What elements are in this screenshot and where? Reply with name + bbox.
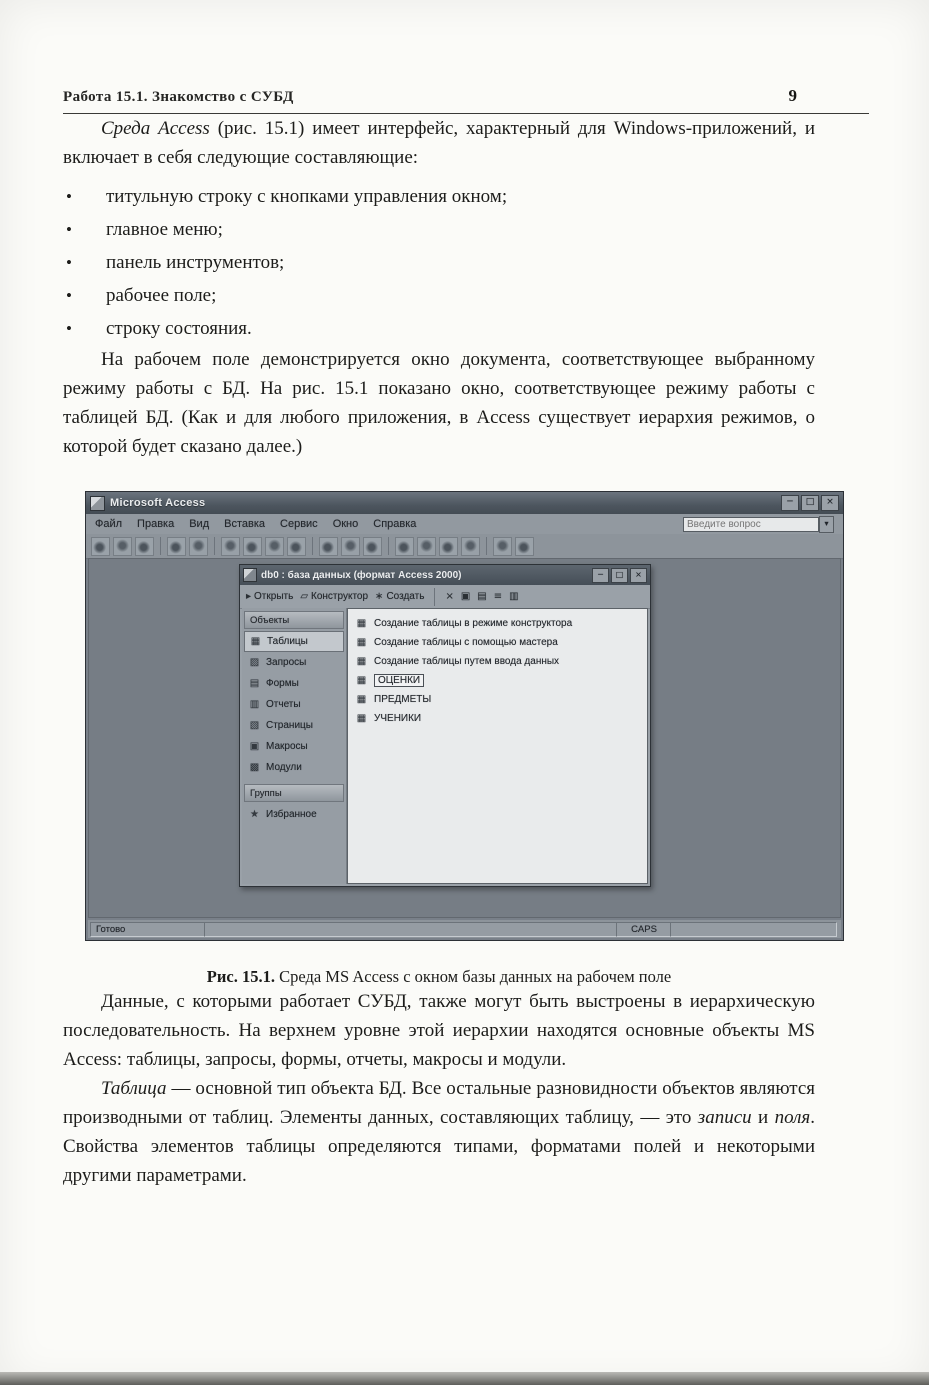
figure-caption [63,967,815,987]
list-item-text: рабочее поле; [106,285,217,306]
menu-item-edit[interactable]: Правка [137,518,175,530]
table-icon: ▦ [356,713,367,724]
object-reports[interactable] [244,694,344,715]
ask-question-input[interactable] [683,517,819,532]
close-icon[interactable]: × [630,568,647,583]
design-label: Конструктор [311,591,369,602]
new-table-icon: ▦ [356,656,367,667]
close-icon[interactable]: × [821,495,839,511]
toolbar-icon[interactable] [341,537,360,556]
bullet-icon: • [66,319,72,338]
bullet-icon: • [66,253,72,272]
paragraph-table-part: — основной тип объекта БД. Все остальные разновидности объектов являются производными от таблиц. Элементы данных, составляющих таблицу, — это [63,1078,815,1128]
status-panel [670,922,837,937]
toolbar-icon[interactable] [243,537,262,556]
paragraph-table-italic: записи [697,1107,752,1128]
page-number: 9 [788,86,797,105]
object-macros[interactable] [244,736,344,757]
minimize-icon[interactable]: ─ [781,495,799,511]
object-label: Формы [266,678,299,689]
list-item-text: главное меню; [106,219,223,240]
components-list [63,180,815,345]
object-forms[interactable] [244,673,344,694]
window-title: Microsoft Access [110,497,206,509]
toolbar-separator [312,537,313,555]
caps-indicator: CAPS [616,922,672,937]
bullet-icon: • [66,187,72,206]
module-icon: ▩ [249,762,260,773]
db-list-item[interactable] [350,709,645,728]
paragraph-workfield: На рабочем поле демонстрируется окно документа, соответствующее выбранному режиму работы с БД. На рис. 15.1 показано окно, соответствующее режиму работы с таблицей БД. (Как и для любого приложения, в Access существует иерархия режимов, о которой будет сказано далее.) [63,349,815,457]
minimize-icon[interactable]: ─ [592,568,609,583]
toolbar-icon[interactable] [461,537,480,556]
list-item [63,312,815,345]
list-item-text: панель инструментов; [106,252,285,273]
figure-screenshot [85,491,844,941]
toolbar-icon[interactable] [189,537,208,556]
maximize-icon[interactable]: □ [801,495,819,511]
main-toolbar [86,534,843,559]
paragraph-intro [63,114,815,172]
status-panel [204,922,618,937]
object-label: Модули [266,762,302,773]
toolbar-icon[interactable] [417,537,436,556]
menu-item-file[interactable]: Файл [95,518,123,530]
table-icon: ▦ [250,636,261,647]
object-label: Макросы [266,741,308,752]
paragraph-intro-lead: Среда Access [101,118,210,139]
object-label: Таблицы [267,636,308,647]
delete-icon[interactable]: × [445,591,454,602]
new-table-icon: ▦ [356,637,367,648]
favorites-icon: ★ [250,809,259,820]
db-list-item[interactable] [350,652,645,671]
report-icon: ▥ [249,699,260,710]
running-head [63,88,869,114]
design-button[interactable] [300,591,368,602]
db-list-item-label: Создание таблицы в режиме конструктора [374,618,573,629]
access-app-icon [90,496,105,511]
details-view-icon[interactable]: ▥ [509,591,519,602]
db-list-item[interactable] [350,633,645,652]
database-window [239,564,651,887]
paragraph-intro-rest: (рис. 15.1) имеет интерфейс, характерный для Windows-приложений, и включает в себя следующие составляющие: [63,118,816,168]
menu-item-window[interactable]: Окно [332,518,359,530]
object-modules[interactable] [244,757,344,778]
toolbar-icon[interactable] [319,537,338,556]
object-label: Запросы [266,657,307,668]
toolbar-icon[interactable] [363,537,382,556]
new-label: Создать [386,591,425,602]
paragraph-table-part: и [751,1107,775,1128]
open-button[interactable] [246,591,293,602]
db-list-item[interactable] [350,614,645,633]
object-pages[interactable] [244,715,344,736]
list-item [63,213,815,246]
db-body [242,608,648,884]
open-label: Открыть [254,591,294,602]
scan-edge [0,1372,929,1385]
db-window-title: db0 : база данных (формат Access 2000) [261,569,462,581]
object-queries[interactable] [244,652,344,673]
table-icon: ▦ [356,675,367,686]
new-icon: ∗ [375,591,384,602]
list-item [63,246,815,279]
figure-caption-text: Среда MS Access с окном базы данных на рабочем поле [279,967,672,986]
design-icon: ▱ [300,591,309,602]
list-view-icon[interactable]: ≡ [493,591,503,602]
access-titlebar[interactable] [86,492,843,514]
db-list-item-label: ПРЕДМЕТЫ [374,694,432,705]
form-icon: ▤ [249,678,260,689]
bullet-icon: • [66,286,72,305]
db-titlebar[interactable] [240,565,650,585]
db-window-icon [243,568,257,582]
query-icon: ▨ [249,657,260,668]
status-ready: Готово [90,922,207,937]
object-label: Страницы [266,720,313,731]
db-list-item-label: Создание таблицы с помощью мастера [374,637,558,648]
toolbar-icon[interactable] [395,537,414,556]
menu-bar [86,514,843,535]
objects-header[interactable]: Объекты [244,611,344,629]
paragraph-hierarchy: Данные, с которыми работает СУБД, также могут быть выстроены в иерархическую последовательность. На верхнем уровне этой иерархии находятся основные объекты MS Access: таблицы, запросы, формы, отчеты, макросы и модули. [63,991,815,1070]
groups-header[interactable]: Группы [244,784,344,802]
menu-item-tools[interactable]: Сервис [280,518,318,530]
tables-list [347,608,648,884]
db-list-item-selected[interactable] [350,671,645,690]
large-icons-icon[interactable]: ▣ [460,591,471,602]
menu-item-insert[interactable]: Вставка [224,518,266,530]
toolbar-icon[interactable] [91,537,110,556]
chevron-down-icon[interactable]: ▾ [819,516,834,533]
bullet-icon: • [66,220,72,239]
group-label: Избранное [266,809,317,820]
status-bar [88,920,841,938]
toolbar-icon[interactable] [135,537,154,556]
objects-panel [242,608,347,884]
page-icon: ▧ [249,720,260,731]
window-controls [781,495,839,511]
table-icon: ▦ [356,694,367,705]
toolbar-icon[interactable] [287,537,306,556]
group-favorites[interactable] [244,804,344,825]
ask-question-box [683,516,834,533]
figure-caption-label: Рис. 15.1. [206,967,275,986]
toolbar-icon[interactable] [493,537,512,556]
db-list-item[interactable] [350,690,645,709]
macro-icon: ▣ [249,741,260,752]
toolbar-icon[interactable] [113,537,132,556]
paragraph-table-lead: Таблица [101,1078,167,1099]
list-item-text: титульную строку с кнопками управления окном; [106,186,508,207]
list-item [63,279,815,312]
page-content [63,0,834,1190]
db-window-controls [592,568,647,583]
toolbar-separator [160,537,161,555]
menu-item-help[interactable]: Справка [373,518,417,530]
toolbar-icon[interactable] [167,537,186,556]
db-list-item-label: УЧЕНИКИ [374,713,422,724]
object-label: Отчеты [266,699,301,710]
list-item [63,180,815,213]
toolbar-separator [486,537,487,555]
toolbar-icon[interactable] [221,537,240,556]
maximize-icon[interactable]: □ [611,568,628,583]
object-tables[interactable] [244,631,344,652]
toolbar-separator [388,537,389,555]
menu-item-view[interactable]: Вид [189,518,210,530]
open-icon: ▸ [246,591,252,602]
paragraph-table-part: . Свойства элементов таблицы определяются типами, форматами полей и некоторыми другими параметрами. [63,1107,815,1186]
db-list-item-label: Создание таблицы путем ввода данных [374,656,560,667]
toolbar-separator [214,537,215,555]
new-button[interactable] [375,591,424,602]
work-area [88,558,841,918]
db-toolbar [240,585,650,609]
toolbar-icon[interactable] [265,537,284,556]
toolbar-icon[interactable] [439,537,458,556]
paragraph-table [63,1074,815,1190]
db-list-item-label: ОЦЕНКИ [374,674,424,687]
toolbar-separator [434,588,435,606]
list-item-text: строку состояния. [106,318,252,339]
toolbar-icon[interactable] [515,537,534,556]
paragraph-table-italic: поля [774,1107,811,1128]
small-icons-icon[interactable]: ▤ [477,591,487,602]
new-table-icon: ▦ [356,618,367,629]
running-title: Работа 15.1. Знакомство с СУБД [63,89,294,105]
